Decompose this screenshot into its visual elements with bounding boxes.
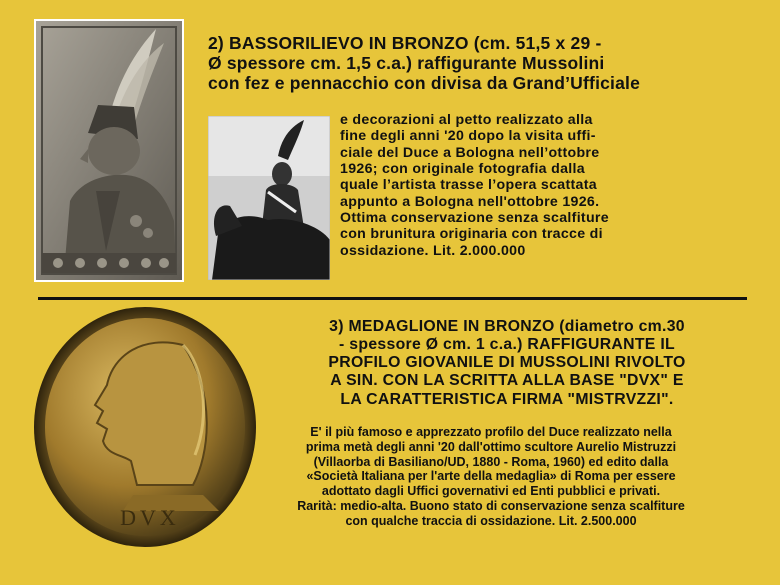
item2-heading — [208, 33, 763, 93]
item2-description-line: appunto a Bologna nell'ottobre 1926. — [340, 193, 600, 210]
item3-price-line: con qualche traccia di ossidazione. Lit. 2.500.000 — [345, 513, 637, 528]
item2-description-line: Ottima conservazione senza scalfiture — [340, 209, 609, 226]
item3-description — [231, 425, 751, 528]
item2-description-line: con brunitura originaria con tracce di — [340, 226, 603, 243]
item3-heading-line: LA CARATTERISTICA FIRMA "MISTRVZZI". — [340, 390, 674, 408]
section-divider — [38, 297, 747, 300]
medal-inscription: DVX — [120, 505, 180, 530]
item2-description-line: ciale del Duce a Bologna nell’ottobre — [340, 144, 600, 161]
item2-heading-line: 2) BASSORILIEVO IN BRONZO (cm. 51,5 x 29 - — [208, 33, 602, 53]
item3-description-line: E' il più famoso e apprezzato profilo del Duce realizzato nella — [310, 425, 672, 439]
item2-description-line: e decorazioni al petto realizzato alla — [340, 112, 593, 128]
item3-heading-line: A SIN. CON LA SCRITTA ALLA BASE "DVX" E — [330, 372, 684, 390]
bas-relief-photo — [34, 19, 184, 282]
item2-description-line: 1926; con originale fotografia dalla — [340, 160, 585, 177]
horseback-photo — [208, 116, 330, 280]
item3-heading-line: 3) MEDAGLIONE IN BRONZO (diametro cm.30 — [329, 318, 685, 335]
item3-heading-line: - spessore Ø cm. 1 c.a.) RAFFIGURANTE IL — [339, 336, 675, 354]
item2-heading-line: con fez e pennacchio con divisa da Grand’Ufficiale — [208, 73, 641, 94]
item3-heading-line: PROFILO GIOVANILE DI MUSSOLINI RIVOLTO — [328, 354, 686, 372]
item2-description-line: quale l’artista trasse l’opera scattata — [340, 177, 597, 194]
item2-price-line: ossidazione. Lit. 2.000.000 — [340, 242, 526, 259]
item3-description-line: prima metà degli anni '20 dall'ottimo scultore Aurelio Mistruzzi — [305, 439, 677, 454]
item3-description-line: (Villaorba di Basiliano/UD, 1880 - Roma, 1960) ed edito dalla — [313, 454, 669, 469]
item3-description-line: «Società Italiana per l'arte della medaglia» di Roma per essere — [306, 469, 676, 484]
horseback-image — [208, 116, 330, 280]
item2-description-line: fine degli anni '20 dopo la visita uffi- — [340, 128, 596, 145]
item3-heading — [262, 318, 752, 409]
item2-description — [340, 112, 745, 259]
item3-description-line: adottato dagli Uffici governativi ed Enti pubblici e privati. — [321, 484, 661, 498]
item3-description-line: Rarità: medio-alta. Buono stato di conservazione senza scalfiture — [297, 498, 685, 513]
bas-relief-image — [36, 21, 182, 280]
item2-heading-line: Ø spessore cm. 1,5 c.a.) raffigurante Mussolini — [208, 53, 605, 74]
medallion-photo — [33, 305, 258, 549]
